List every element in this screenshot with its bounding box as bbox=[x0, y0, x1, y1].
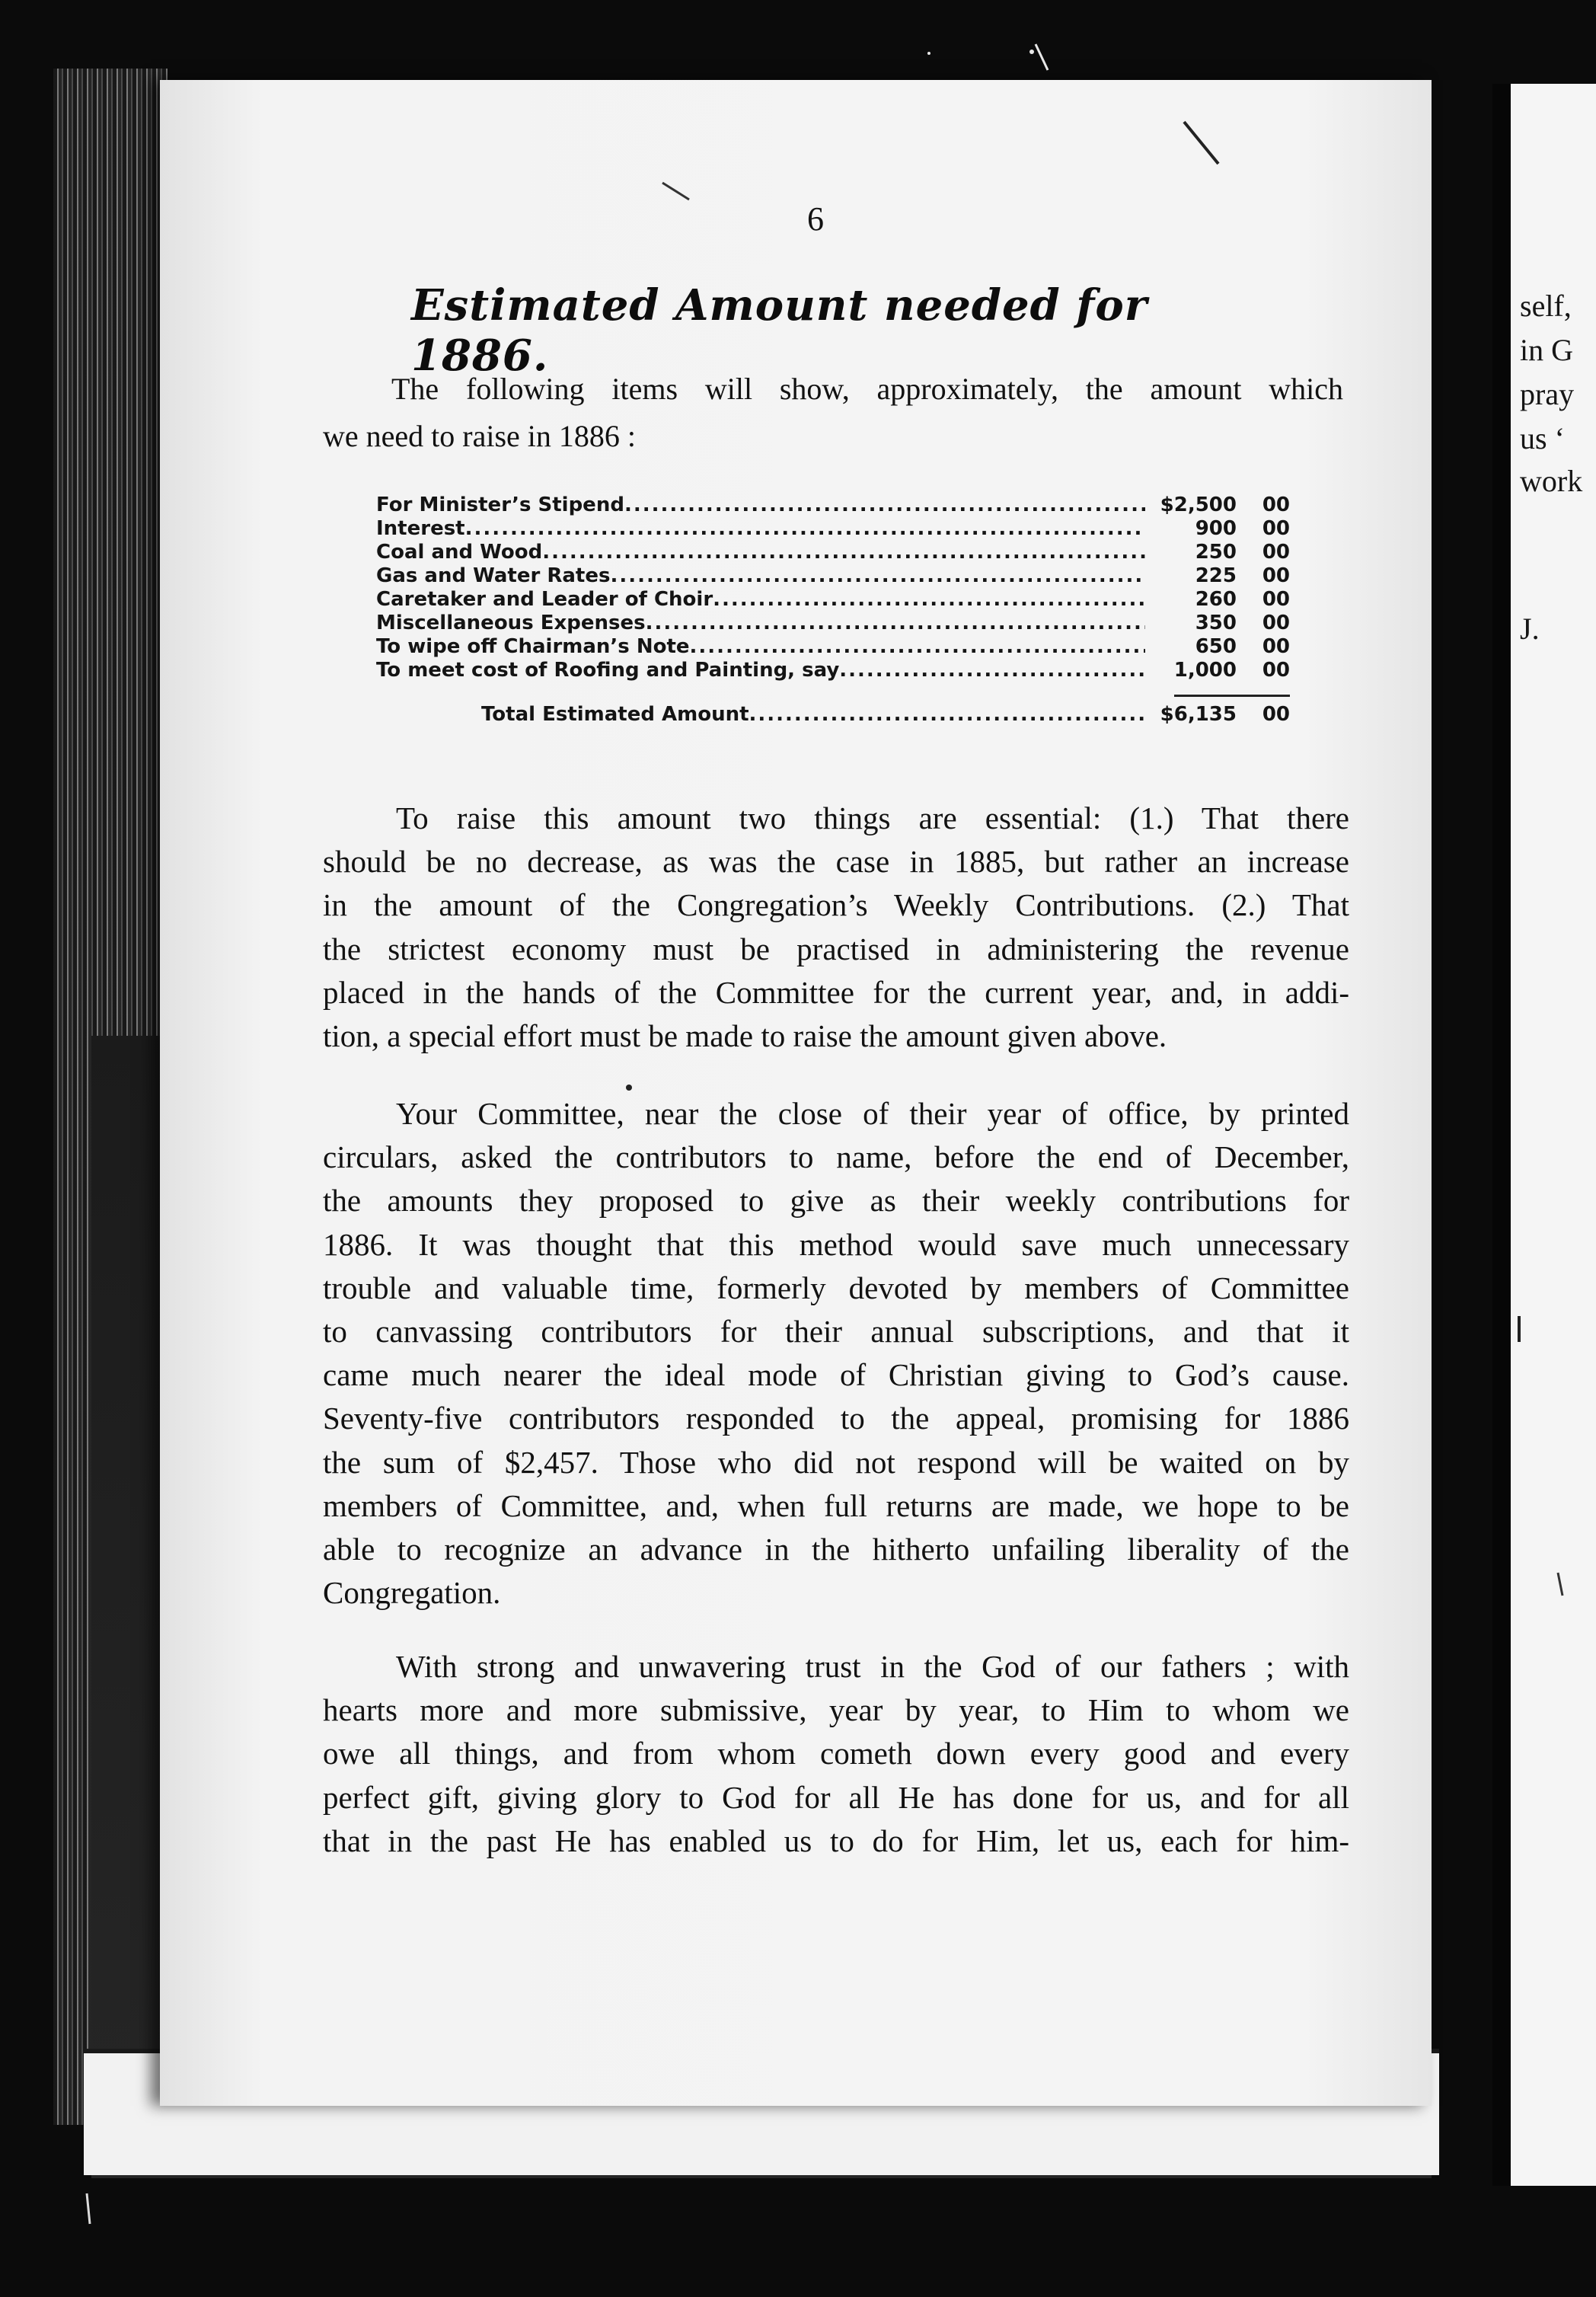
paragraph-line: Your Committee, near the close of their year of office, by printed bbox=[396, 1096, 1349, 1131]
paragraph-line: able to recognize an advance in the hitherto unfailing liberality of the bbox=[323, 1532, 1349, 1567]
budget-total-cents: 00 bbox=[1262, 703, 1290, 726]
paragraph-line: owe all things, and from whom cometh down every good and every bbox=[323, 1736, 1349, 1771]
budget-item-dollars: 250 bbox=[1195, 541, 1237, 564]
facing-page-text: pray bbox=[1520, 377, 1575, 411]
budget-item-cents: 00 bbox=[1262, 517, 1290, 540]
page-number: 6 bbox=[807, 200, 824, 238]
paragraph-line: hearts more and more submissive, year by year, to Him to whom we bbox=[323, 1692, 1349, 1728]
budget-item-label: Caretaker and Leader of Choir bbox=[376, 588, 713, 611]
facing-page-text: J. bbox=[1520, 612, 1540, 646]
budget-item-label: For Minister’s Stipend bbox=[376, 494, 624, 516]
paragraph-line: trouble and valuable time, formerly devoted by members of Committee bbox=[323, 1270, 1349, 1305]
paragraph-line: tion, a special effort must be made to raise the amount given above. bbox=[323, 1018, 1167, 1054]
budget-item-label: Interest bbox=[376, 517, 465, 540]
budget-item-dollars: $2,500 bbox=[1160, 494, 1237, 516]
page-title: Estimated Amount needed for 1886. bbox=[411, 280, 1148, 381]
budget-item-cents: 00 bbox=[1262, 541, 1290, 564]
paragraph-line: that in the past He has enabled us to do for Him, let us, each for him- bbox=[323, 1823, 1349, 1858]
paragraph-line: Congregation. bbox=[323, 1575, 501, 1611]
facing-page-text: self, bbox=[1520, 289, 1572, 323]
paragraph-line: came much nearer the ideal mode of Christian giving to God’s cause. bbox=[323, 1357, 1349, 1393]
facing-page-text: in G bbox=[1520, 333, 1573, 367]
budget-item-cents: 00 bbox=[1262, 564, 1290, 587]
budget-item-dollars: 350 bbox=[1195, 612, 1237, 634]
budget-item-cents: 00 bbox=[1262, 494, 1290, 516]
budget-item-cents: 00 bbox=[1262, 588, 1290, 611]
paragraph-line: the amounts they proposed to give as their weekly contributions for bbox=[323, 1183, 1349, 1219]
intro-line: The following items will show, approximately, the amount which bbox=[391, 372, 1343, 406]
paragraph-line: placed in the hands of the Committee for the current year, and, in addi- bbox=[323, 974, 1349, 1010]
paragraph-line: Seventy-five contributors responded to the appeal, promising for 1886 bbox=[323, 1401, 1349, 1436]
paragraph-line: to canvassing contributors for their annual subscriptions, and that it bbox=[323, 1314, 1349, 1350]
budget-item-label: Gas and Water Rates bbox=[376, 564, 611, 587]
paragraph-line: in the amount of the Congregation’s Weekly Contributions. (2.) That bbox=[323, 887, 1349, 923]
budget-item-label: Coal and Wood bbox=[376, 541, 543, 564]
intro-line: we need to raise in 1886 : bbox=[323, 419, 636, 453]
budget-item-dollars: 260 bbox=[1195, 588, 1237, 611]
paragraph-line: With strong and unwavering trust in the God of our fathers ; with bbox=[396, 1649, 1349, 1684]
budget-item-cents: 00 bbox=[1262, 659, 1290, 682]
budget-item-dollars: 900 bbox=[1195, 517, 1237, 540]
paragraph-line: perfect gift, giving glory to God for all He has done for us, and for all bbox=[323, 1779, 1349, 1815]
budget-item-label: To wipe off Chairman’s Note bbox=[376, 635, 690, 658]
paragraph-line: members of Committee, and, when full returns are made, we hope to be bbox=[323, 1487, 1349, 1523]
paragraph-line: circulars, asked the contributors to name, before the end of December, bbox=[323, 1139, 1349, 1175]
paragraph-line: 1886. It was thought that this method would save much unnecessary bbox=[323, 1226, 1349, 1262]
budget-item-dollars: 225 bbox=[1195, 564, 1237, 587]
paragraph-line: To raise this amount two things are essential: (1.) That there bbox=[396, 800, 1349, 835]
budget-item-cents: 00 bbox=[1262, 612, 1290, 634]
paragraph-line: should be no decrease, as was the case in 1885, but rather an increase bbox=[323, 844, 1349, 880]
budget-item-cents: 00 bbox=[1262, 635, 1290, 658]
paragraph-line: the strictest economy must be practised in administering the revenue bbox=[323, 931, 1349, 966]
budget-item-label: Miscellaneous Expenses bbox=[376, 612, 646, 634]
facing-page-text: us ‘ bbox=[1520, 421, 1565, 455]
budget-total-dollars: $6,135 bbox=[1160, 703, 1237, 726]
budget-item-label: To meet cost of Roofing and Painting, say bbox=[376, 659, 840, 682]
paragraph-line: the sum of $2,457. Those who did not respond will be waited on by bbox=[323, 1444, 1349, 1480]
budget-item-dollars: 650 bbox=[1195, 635, 1237, 658]
facing-page-text: work bbox=[1520, 464, 1583, 498]
budget-item-dollars: 1,000 bbox=[1173, 659, 1237, 682]
budget-total-label: Total Estimated Amount bbox=[481, 703, 749, 726]
